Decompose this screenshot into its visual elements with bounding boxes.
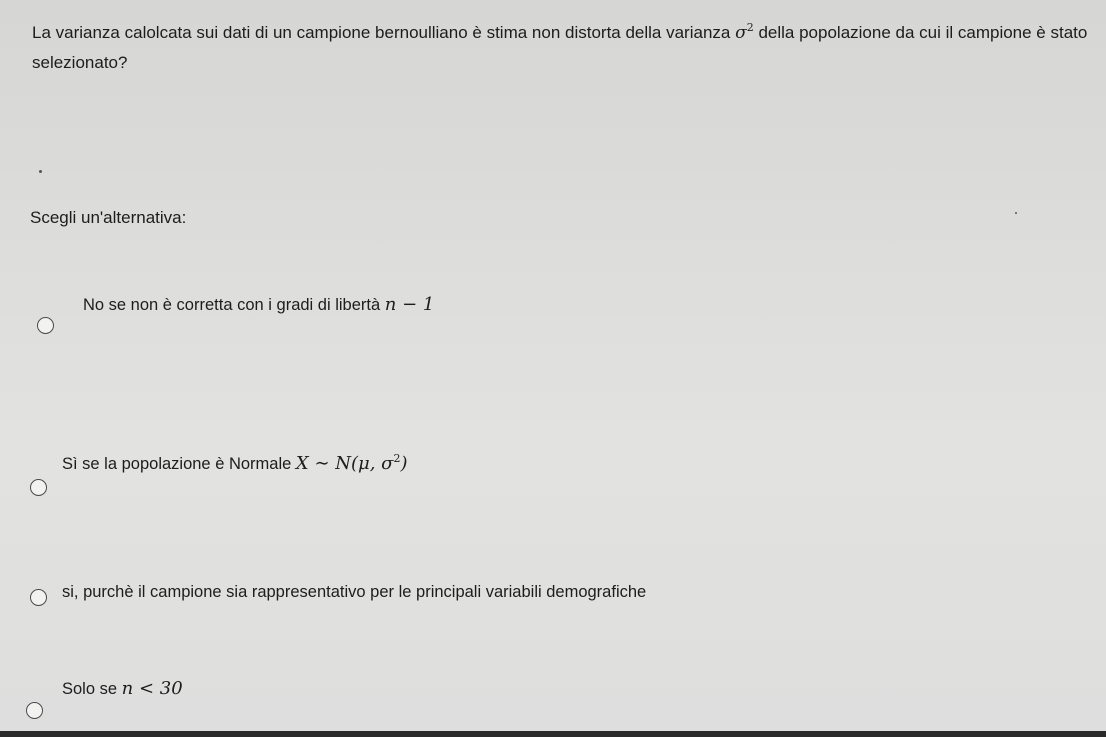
question-text-after: della popolazione da cui il campione è stato selezionato? xyxy=(32,23,1088,72)
option-2-math: X ∼ N(μ, $\sigma^2$) xyxy=(295,452,408,474)
option-2-radio[interactable] xyxy=(30,479,47,496)
option-4-label: Solo se n < 30 xyxy=(62,678,183,699)
option-1-math: n − 1 xyxy=(384,294,435,315)
choose-alternative-label: Scegli un'alternativa: xyxy=(30,208,187,227)
option-3-label: si, purchè il campione sia rappresentativo per le principali variabili demografiche xyxy=(62,583,647,601)
option-2[interactable] xyxy=(0,450,1106,498)
option-4-radio[interactable] xyxy=(26,702,43,719)
dust-speck xyxy=(39,170,42,173)
question-text xyxy=(32,18,1092,78)
option-1[interactable] xyxy=(0,288,1106,344)
option-1-label: No se non è corretta con i gradi di libertà n − 1 xyxy=(83,294,435,315)
option-3-radio[interactable] xyxy=(30,589,47,606)
option-2-label: Sì se la popolazione è Normale X ∼ N(μ, $\sigma^2$) xyxy=(62,452,408,474)
option-4-math: n < 30 xyxy=(121,678,183,699)
dust-speck xyxy=(1015,212,1017,214)
option-1-radio[interactable] xyxy=(37,317,54,334)
option-3[interactable] xyxy=(0,580,1106,610)
bottom-edge xyxy=(0,731,1106,737)
sigma-squared-symbol: $\sigma^2$ xyxy=(735,21,754,43)
option-4[interactable] xyxy=(0,676,1106,720)
question-text-before: La varianza calolcata sui dati di un campione bernoulliano è stima non distorta della varianza xyxy=(32,23,731,42)
